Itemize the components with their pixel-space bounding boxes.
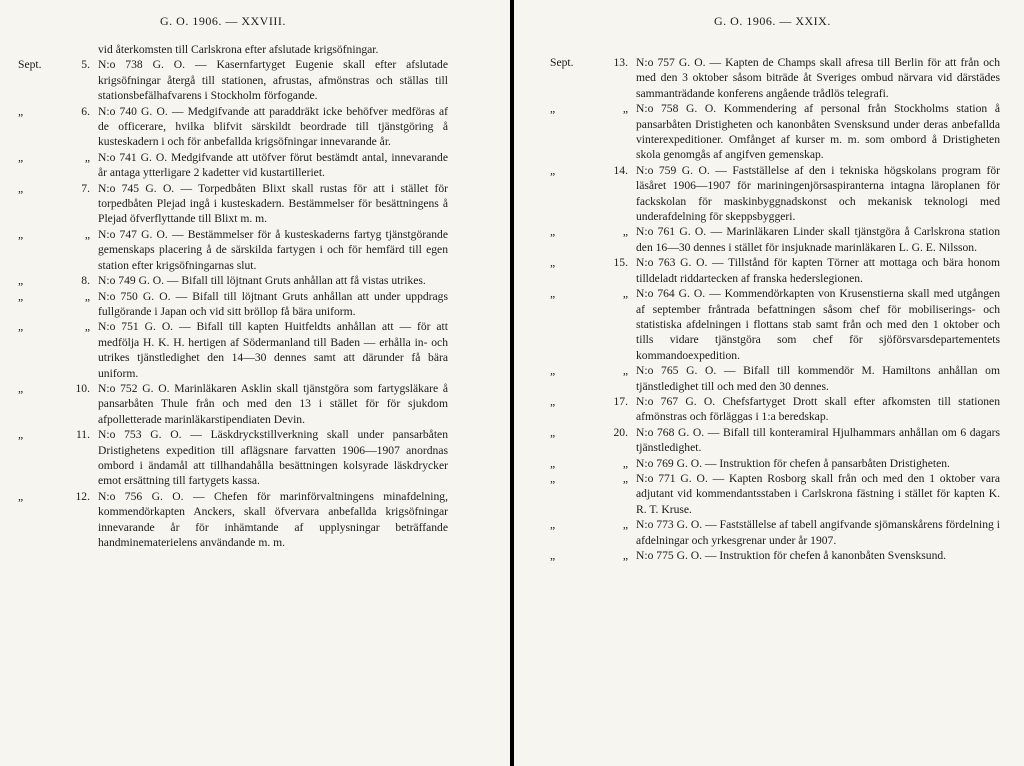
entry-day: „ bbox=[622, 471, 628, 485]
order-entry bbox=[550, 471, 1000, 517]
entry-month: „ bbox=[18, 428, 24, 442]
entry-day: „ bbox=[622, 102, 628, 116]
entry-text: N:o 752 G. O. Marinläkaren Asklin skall tjänstgöra som fartygsläkare å pansarbåten Thule från och med den 13 i stället för för sjukdom afpolletterade marinläkarstipendiaten Devin. bbox=[98, 381, 448, 426]
entry-text: vid återkomsten till Carlskrona efter afslutade krigsöfningar. bbox=[98, 43, 379, 56]
entry-month: „ bbox=[550, 394, 556, 408]
order-entry bbox=[18, 273, 448, 288]
entry-month: „ bbox=[18, 181, 24, 195]
entry-month: „ bbox=[18, 274, 24, 288]
entry-month: „ bbox=[18, 381, 24, 395]
entry-text: N:o 757 G. O. — Kapten de Champs skall afresa till Berlin för att från och med den 3 oktober såsom biträde åt Sveriges ombud närvara vid därstädes sammanträdande konferens angående trådlös telegrafi. bbox=[636, 56, 1000, 100]
order-entry bbox=[18, 181, 448, 227]
entry-text: N:o 741 G. O. Medgifvande att utöfver förut bestämdt antal, innevarande år antaga ytterligare 2 kadetter vid kustartilleriet. bbox=[98, 150, 448, 180]
right-page bbox=[514, 0, 1024, 766]
entry-month: „ bbox=[550, 518, 556, 532]
entry-text: N:o 775 G. O. — Instruktion för chefen å kanonbåten Svensksund. bbox=[636, 549, 947, 562]
entry-month: Sept. bbox=[18, 58, 42, 72]
entry-day: 13. bbox=[613, 56, 628, 69]
right-page-body bbox=[550, 55, 1000, 563]
entry-text: N:o 771 G. O. — Kapten Rosborg skall från och med den 1 oktober vara adjutant vid kommendantsstaben i Carlskrona fästning i stället för kapten K. R. T. Kruse. bbox=[636, 471, 1000, 516]
order-entry bbox=[18, 150, 448, 181]
order-entry bbox=[18, 42, 448, 57]
right-page-header: G. O. 1906. — XXIX. bbox=[714, 14, 831, 28]
entry-month: „ bbox=[550, 471, 556, 485]
entry-month: „ bbox=[550, 425, 556, 439]
entry-day: „ bbox=[622, 287, 628, 301]
order-entry bbox=[550, 55, 1000, 101]
entry-month: „ bbox=[550, 225, 556, 239]
entry-text: N:o 756 G. O. — Chefen för marinförvaltningens minafdelning, kommendörkapten Anckers, skall öfvervara anbefallda krigsöfningar innevarande år för inhämtande af upplysningar beträffande handminematerielens användande m. m. bbox=[98, 489, 448, 549]
entry-text: N:o 763 G. O. — Tillstånd för kapten Törner att mottaga och bära honom tilldeladt riddartecken af franska hederslegionen. bbox=[636, 256, 1000, 285]
order-entry bbox=[550, 548, 1000, 563]
entry-text: N:o 761 G. O. — Marinläkaren Linder skall tjänstgöra å Carlskrona station den 16—30 dennes i stället för insjuknade marinläkaren L. G. E. Nilsson. bbox=[636, 225, 1000, 254]
order-entry bbox=[550, 255, 1000, 286]
left-page-body bbox=[18, 42, 448, 550]
entry-day bbox=[66, 42, 98, 57]
entry-day: 14. bbox=[613, 163, 628, 177]
entry-text: N:o 740 G. O. — Medgifvande att paraddräkt icke behöfver medföras af de officerare, hvilka blifvit särskildt beordrade till tjänstgöring å kusteskadern i och för anbefallda krigsöfningar innevarande år. bbox=[98, 104, 448, 149]
entry-day: 17. bbox=[613, 394, 628, 408]
entry-day: „ bbox=[622, 549, 628, 562]
entry-day: „ bbox=[84, 150, 90, 164]
entry-text: N:o 767 G. O. Chefsfartyget Drott skall efter afkomsten till stationen afmönstras och förläggas i 1:a beredskap. bbox=[636, 394, 1000, 424]
entry-month: „ bbox=[550, 364, 556, 378]
order-entry bbox=[18, 319, 448, 381]
entry-text: N:o 769 G. O. — Instruktion för chefen å pansarbåten Dristigheten. bbox=[636, 456, 950, 470]
order-entry bbox=[550, 101, 1000, 163]
entry-day: 11. bbox=[75, 428, 90, 442]
entry-month: Sept. bbox=[550, 56, 574, 69]
entry-month: „ bbox=[550, 256, 556, 270]
entry-text: N:o 764 G. O. — Kommendörkapten von Krusenstierna skall med utgången af september fråntrada befattningen såsom chef för mobiliserings- och statistiska afdelningen i flottans stab samt från och med den 1 oktober och tills vidare tjänstgöra som chef för sjöförsvarsdepartementets kommandoexpedition. bbox=[636, 287, 1000, 362]
order-entry bbox=[550, 456, 1000, 471]
entry-text: N:o 745 G. O. — Torpedbåten Blixt skall rustas för att i stället för torpedbåten Plejad ingå i kusteskadern. Bestämmelser för besättningens å Plejad öfverflyttande till Blixt m. m. bbox=[98, 181, 448, 226]
entry-month: „ bbox=[18, 289, 24, 303]
entry-day: „ bbox=[84, 227, 90, 241]
order-entry bbox=[550, 363, 1000, 394]
entry-text: N:o 747 G. O. — Bestämmelser för å kusteskaderns fartyg tjänstgörande gemenskaps placering å de särskilda fartygen i och för hemfärd till egen station efter krigsöfningarnas slut. bbox=[98, 227, 448, 272]
entry-text: N:o 749 G. O. — Bifall till löjtnant Gruts anhållan att få vistas utrikes. bbox=[98, 274, 426, 288]
order-entry bbox=[550, 517, 1000, 548]
entry-month: „ bbox=[550, 163, 556, 177]
entry-day: „ bbox=[622, 518, 628, 532]
order-entry bbox=[18, 289, 448, 320]
entry-day: 7. bbox=[81, 181, 90, 195]
entry-day: 10. bbox=[75, 381, 90, 395]
entry-text: N:o 750 G. O. — Bifall till löjtnant Gruts anhållan att under uppdrags fullgörande i Japan och vid sitt bröllop få bära uniform. bbox=[98, 289, 448, 318]
entry-day: „ bbox=[622, 364, 628, 378]
entry-day: 6. bbox=[81, 104, 90, 118]
entry-month: „ bbox=[18, 489, 24, 503]
order-entry bbox=[18, 489, 448, 551]
entry-day: 8. bbox=[81, 274, 90, 288]
entry-month bbox=[18, 42, 66, 57]
entry-day: „ bbox=[622, 225, 628, 239]
entry-month: „ bbox=[550, 456, 556, 470]
order-entry bbox=[550, 425, 1000, 456]
entry-text: N:o 751 G. O. — Bifall till kapten Huitfeldts anhållan att — för att medfölja H. K. H. hertigen af Södermanland till Baden — erhålla in- och utrikes tjänstledighet den 14—30 dennes samt att därunder få bära uniform. bbox=[98, 320, 448, 380]
entry-month: „ bbox=[550, 287, 556, 301]
entry-text: N:o 759 G. O. — Fastställelse af den i tekniska högskolans program för läsåret 1906—1907 för mariningenjörsaspiranterna intagna läroplanen för fackskolan för maskinbyggnadskonst och mekanisk teknologi med underafdelning för skeppsbyggeri. bbox=[636, 163, 1000, 224]
entry-day: 20. bbox=[613, 425, 628, 439]
entry-month: „ bbox=[550, 102, 556, 116]
order-entry bbox=[18, 381, 448, 427]
entry-text: N:o 768 G. O. — Bifall till konteramiral Hjulhammars anhållan om 6 dagars tjänstledighet. bbox=[636, 425, 1000, 455]
entry-month: „ bbox=[18, 320, 24, 334]
order-entry bbox=[18, 227, 448, 273]
order-entry bbox=[550, 224, 1000, 255]
order-entry bbox=[550, 286, 1000, 363]
entry-month: „ bbox=[18, 104, 24, 118]
entry-month: „ bbox=[18, 150, 24, 164]
entry-day: „ bbox=[84, 289, 90, 303]
order-entry bbox=[550, 394, 1000, 425]
entry-day: „ bbox=[622, 456, 628, 470]
order-entry bbox=[18, 57, 448, 103]
entry-day: „ bbox=[84, 320, 90, 334]
order-entry bbox=[18, 104, 448, 150]
left-page-header: G. O. 1906. — XXVIII. bbox=[160, 14, 286, 28]
entry-text: N:o 758 G. O. Kommendering af personal från Stockholms station å pansarbåten Dristigheten och kanonbåten Svensksund under deras anbefallda vinterexpeditioner. Omfånget af kurser m. m. som ombord å Dristigheten skola genomgås af angifven gemenskap. bbox=[636, 102, 1000, 162]
entry-day: 5. bbox=[81, 58, 90, 72]
entry-day: 12. bbox=[75, 489, 90, 503]
left-page bbox=[0, 0, 510, 766]
order-entry bbox=[550, 163, 1000, 225]
order-entry bbox=[18, 427, 448, 489]
entry-text: N:o 765 G. O. — Bifall till kommendör M. Hamiltons anhållan om tjänstledighet till och med den 30 dennes. bbox=[636, 364, 1000, 393]
entry-month: „ bbox=[18, 227, 24, 241]
entry-text: N:o 773 G. O. — Fastställelse af tabell angifvande sjömanskårens fördelning i afdelningar och yrkesgrenar under år 1907. bbox=[636, 518, 1000, 547]
entry-month: „ bbox=[550, 549, 556, 562]
entry-text: N:o 753 G. O. — Läskdryckstillverkning skall under pansarbåten Dristighetens expedition till aflägsnare farvatten 1906—1907 anordnas ombord i ändamål att tillhandahålla besättningen kolsyrade läskdrycker emot ersättning till fartygets kassa. bbox=[98, 428, 448, 488]
entry-text: N:o 738 G. O. — Kasernfartyget Eugenie skall efter afslutade krigsöfningar återgå till stationen, afrustas, afmönstras och ställas till stationsbefälhafvarens i Stockholm förfogande. bbox=[98, 58, 448, 103]
entry-day: 15. bbox=[613, 256, 628, 270]
